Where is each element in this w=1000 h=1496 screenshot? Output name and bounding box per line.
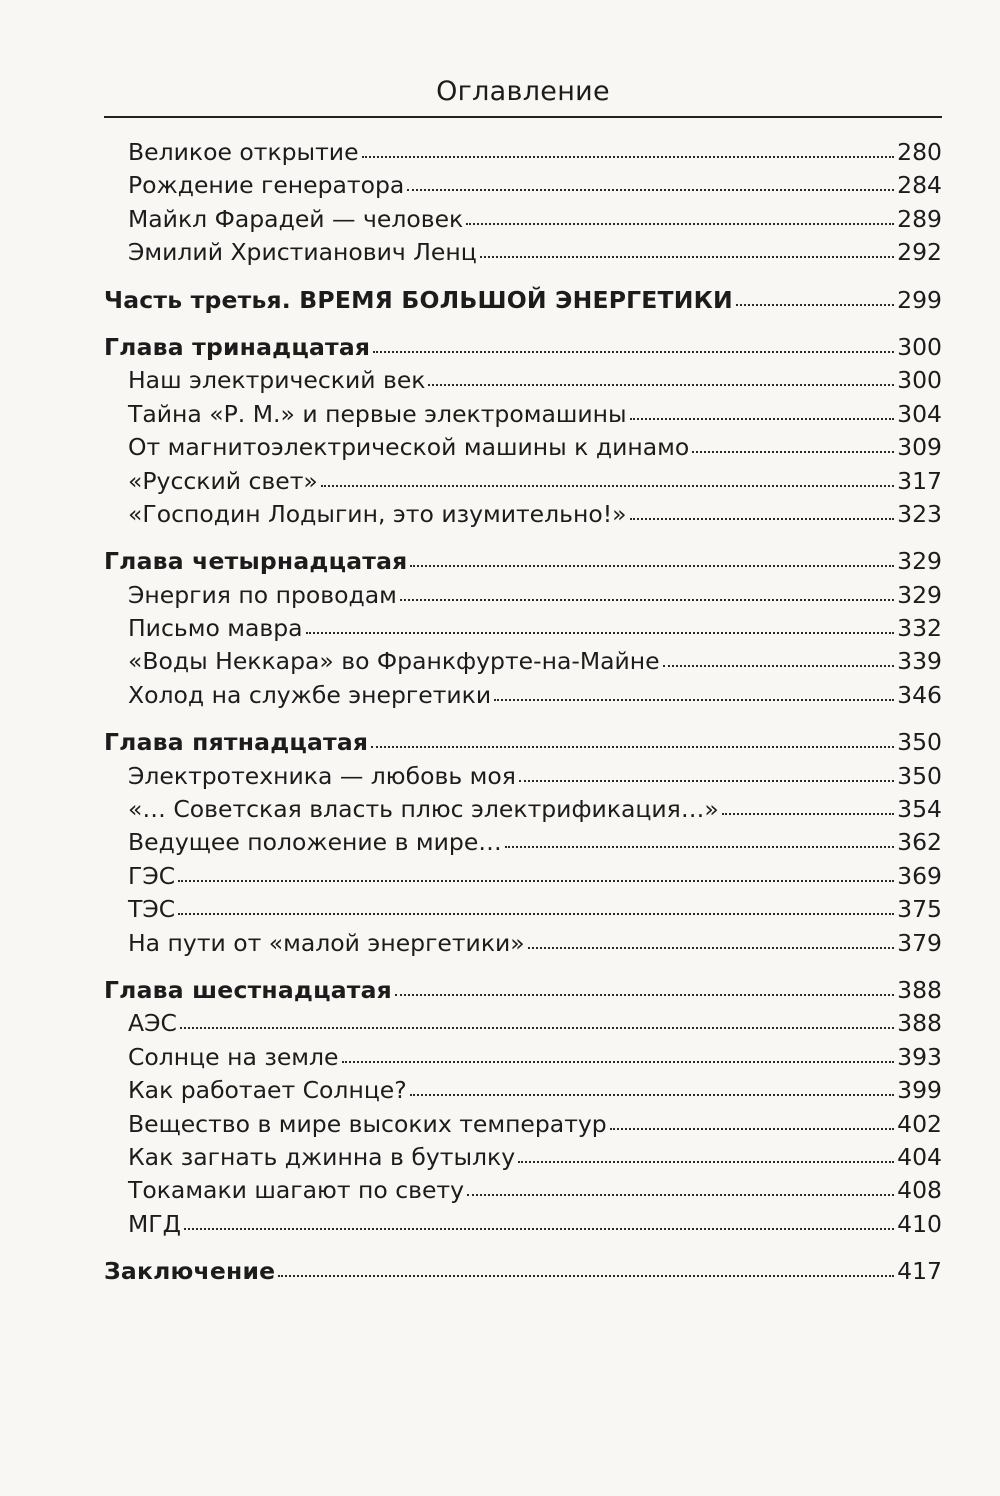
toc-entry-title: Глава пятнадцатая	[104, 728, 369, 757]
toc-entry-page: 304	[897, 399, 942, 428]
toc-entry-page: 299	[897, 285, 942, 314]
toc-entry-title: Ведущее положение в мире…	[128, 828, 502, 857]
toc-entry	[104, 205, 942, 238]
toc-entry	[104, 467, 942, 500]
dot-leader	[494, 699, 894, 701]
dot-leader	[278, 1275, 894, 1277]
toc-entry-page: 317	[897, 466, 942, 495]
toc-entry	[104, 1143, 942, 1176]
toc-entry-title: АЭС	[128, 1009, 177, 1038]
toc-entry-title: Часть третья. ВРЕМЯ БОЛЬШОЙ ЭНЕРГЕТИКИ	[104, 285, 733, 314]
toc-entry	[104, 171, 942, 204]
header-rule	[104, 116, 942, 118]
toc-entry-title: Рождение генератора	[128, 171, 405, 200]
toc-entry-page: 284	[897, 171, 942, 200]
toc-entry	[104, 647, 942, 680]
toc-entry	[104, 681, 942, 714]
toc-entry-page: 379	[897, 928, 942, 957]
dot-leader	[610, 1128, 894, 1130]
dot-leader	[410, 565, 894, 567]
toc-entry-page: 388	[897, 1009, 942, 1038]
toc-entry-title: «Воды Неккара» во Франкфурте-на-Майне	[128, 647, 660, 676]
toc-entry-page: 350	[897, 728, 942, 757]
toc-entry	[104, 1043, 942, 1076]
toc-entry-page: 300	[897, 332, 942, 361]
toc-part-heading	[104, 286, 942, 319]
table-of-contents	[104, 138, 942, 1291]
toc-entry-page: 289	[897, 204, 942, 233]
toc-entry	[104, 1110, 942, 1143]
toc-entry-title: Великое открытие	[128, 138, 359, 166]
dot-leader	[400, 599, 894, 601]
toc-entry-page: 309	[897, 433, 942, 462]
dot-leader	[466, 223, 894, 225]
toc-entry-page: 332	[897, 614, 942, 643]
toc-entry	[104, 862, 942, 895]
dot-leader	[518, 1161, 894, 1163]
toc-chapter-heading	[104, 728, 942, 761]
toc-entry-title: Эмилий Христианович Ленц	[128, 238, 477, 267]
toc-entry-title: «Русский свет»	[128, 466, 318, 495]
toc-entry-page: 402	[897, 1109, 942, 1138]
toc-entry	[104, 433, 942, 466]
toc-entry	[104, 1176, 942, 1209]
toc-entry-page: 300	[897, 366, 942, 395]
toc-entry-page: 399	[897, 1076, 942, 1105]
toc-entry-title: Энергия по проводам	[128, 580, 397, 609]
toc-entry-title: МГД	[128, 1209, 181, 1238]
dot-leader	[342, 1061, 895, 1063]
toc-entry-page: 329	[897, 580, 942, 609]
toc-entry-page: 354	[897, 795, 942, 824]
toc-entry-page: 408	[897, 1176, 942, 1205]
dot-leader	[373, 351, 894, 353]
toc-entry-title: Холод на службе энергетики	[128, 680, 492, 709]
toc-entry-page: 388	[897, 975, 942, 1004]
dot-leader	[362, 156, 895, 158]
dot-leader	[630, 418, 895, 420]
dot-leader	[321, 485, 894, 487]
toc-entry-title: ГЭС	[128, 861, 176, 890]
dot-leader	[178, 880, 894, 882]
toc-entry	[104, 895, 942, 928]
toc-chapter-heading	[104, 1257, 942, 1290]
dot-leader	[467, 1194, 894, 1196]
toc-entry-page: 350	[897, 761, 942, 790]
toc-entry-title: От магнитоэлектрической машины к динамо	[128, 433, 690, 462]
toc-entry-title: «Господин Лодыгин, это изумительно!»	[128, 499, 627, 528]
toc-entry-title: Майкл Фарадей — человек	[128, 204, 464, 233]
toc-entry-page: 346	[897, 680, 942, 709]
dot-leader	[407, 189, 894, 191]
toc-entry-title: ТЭС	[128, 895, 176, 924]
dot-leader	[528, 947, 894, 949]
dot-leader	[428, 384, 894, 386]
toc-entry-title: Глава тринадцатая	[104, 332, 371, 361]
toc-entry-title: Глава четырнадцатая	[104, 547, 408, 576]
dot-leader	[480, 256, 894, 258]
toc-entry-title: Глава шестнадцатая	[104, 975, 392, 1004]
dot-leader	[519, 780, 894, 782]
toc-entry	[104, 929, 942, 962]
dot-leader	[736, 304, 894, 306]
toc-chapter-heading	[104, 976, 942, 1009]
dot-leader	[630, 518, 895, 520]
toc-entry-title: Письмо мавра	[128, 614, 303, 643]
toc-entry-page: 323	[897, 499, 942, 528]
toc-entry-page: 410	[897, 1209, 942, 1238]
dot-leader	[722, 813, 894, 815]
dot-leader	[692, 451, 894, 453]
toc-chapter-heading	[104, 333, 942, 366]
toc-entry-page: 329	[897, 547, 942, 576]
toc-entry	[104, 762, 942, 795]
toc-entry-title: Тайна «Р. М.» и первые электромашины	[128, 399, 627, 428]
dot-leader	[178, 913, 894, 915]
toc-entry-page: 417	[897, 1257, 942, 1286]
dot-leader	[663, 665, 895, 667]
toc-entry-title: Заключение	[104, 1257, 276, 1286]
dot-leader	[505, 846, 894, 848]
toc-entry	[104, 1210, 942, 1243]
toc-entry	[104, 238, 942, 271]
toc-entry-title: Токамаки шагают по свету	[128, 1176, 465, 1205]
toc-entry-page: 369	[897, 861, 942, 890]
toc-entry	[104, 828, 942, 861]
toc-entry-page: 339	[897, 647, 942, 676]
toc-entry-title: На пути от «малой энергетики»	[128, 928, 525, 957]
toc-entry-page: 404	[897, 1142, 942, 1171]
toc-entry-page: 362	[897, 828, 942, 857]
dot-leader	[395, 994, 894, 996]
toc-entry-title: Как работает Солнце?	[128, 1076, 407, 1105]
toc-entry-title: Солнце на земле	[128, 1042, 339, 1071]
toc-entry	[104, 366, 942, 399]
toc-entry	[104, 581, 942, 614]
toc-entry	[104, 795, 942, 828]
dot-leader	[180, 1027, 894, 1029]
toc-entry	[104, 1076, 942, 1109]
toc-entry-page: 393	[897, 1042, 942, 1071]
toc-entry	[104, 500, 942, 533]
toc-entry-title: Вещество в мире высоких температур	[128, 1109, 607, 1138]
toc-entry	[104, 614, 942, 647]
toc-entry-page: 280	[897, 138, 942, 166]
page-header: Оглавление	[436, 76, 610, 107]
dot-leader	[371, 746, 894, 748]
toc-entry-title: Как загнать джинна в бутылку	[128, 1142, 516, 1171]
toc-chapter-heading	[104, 547, 942, 580]
toc-entry-page: 292	[897, 238, 942, 267]
toc-entry	[104, 1009, 942, 1042]
toc-entry-title: Электротехника — любовь моя	[128, 761, 516, 790]
toc-entry	[104, 138, 942, 171]
toc-entry-title: Наш электрический век	[128, 366, 426, 395]
dot-leader	[410, 1094, 894, 1096]
toc-entry-page: 375	[897, 895, 942, 924]
toc-entry-title: «… Советская власть плюс электрификация…»	[128, 795, 719, 824]
dot-leader	[306, 632, 895, 634]
toc-entry	[104, 400, 942, 433]
dot-leader	[184, 1228, 894, 1230]
